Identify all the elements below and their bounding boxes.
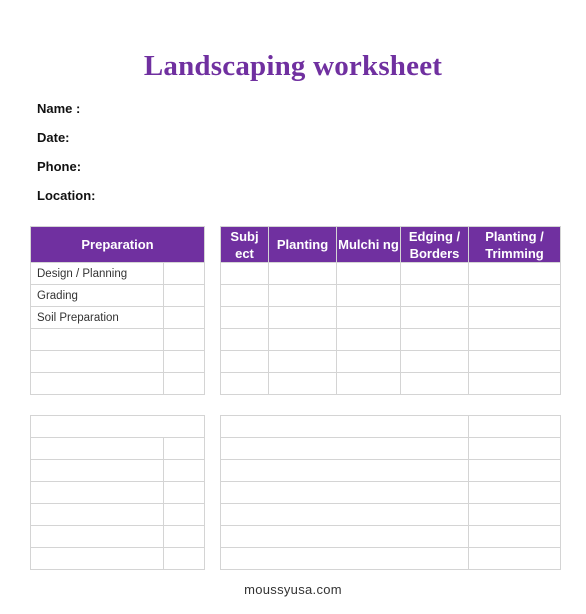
preparation-table [30, 226, 205, 395]
prep-row-label: Grading [31, 285, 164, 307]
table-cell[interactable] [164, 504, 205, 526]
prep-row-value[interactable] [164, 263, 205, 285]
notes-table-left [30, 415, 205, 570]
table-cell[interactable] [469, 460, 561, 482]
table-cell[interactable] [221, 460, 469, 482]
page-title: Landscaping worksheet [143, 50, 443, 82]
table-cell[interactable] [221, 504, 469, 526]
subject-header: Subj ect [221, 227, 269, 263]
table-cell[interactable] [31, 416, 205, 438]
table-row [221, 285, 561, 307]
table-cell[interactable] [337, 373, 401, 395]
table-row [221, 373, 561, 395]
prep-row-label [31, 329, 164, 351]
table-cell[interactable] [221, 548, 469, 570]
table-cell[interactable] [401, 373, 469, 395]
table-cell[interactable] [221, 307, 269, 329]
table-cell[interactable] [269, 263, 337, 285]
prep-row-value[interactable] [164, 351, 205, 373]
table-cell[interactable] [31, 482, 164, 504]
prep-row-label [31, 351, 164, 373]
date-label: Date: [37, 130, 70, 145]
table-cell[interactable] [269, 307, 337, 329]
table-cell[interactable] [401, 329, 469, 351]
table-cell[interactable] [337, 329, 401, 351]
table-cell[interactable] [469, 263, 561, 285]
prep-row-label [31, 373, 164, 395]
table-cell[interactable] [337, 263, 401, 285]
table-cell[interactable] [31, 460, 164, 482]
table-cell[interactable] [164, 438, 205, 460]
table-cell[interactable] [31, 438, 164, 460]
table-cell[interactable] [221, 482, 469, 504]
table-cell[interactable] [164, 460, 205, 482]
table-row [221, 460, 561, 482]
table-cell[interactable] [401, 285, 469, 307]
table-cell[interactable] [221, 416, 469, 438]
table-row [31, 548, 205, 570]
table-row [221, 526, 561, 548]
table-cell[interactable] [401, 307, 469, 329]
planting-trimming-header: Planting / Trimming [469, 227, 561, 263]
table-cell[interactable] [221, 373, 269, 395]
table-row [221, 351, 561, 373]
planting-header: Planting [269, 227, 337, 263]
table-cell[interactable] [469, 351, 561, 373]
table-cell[interactable] [164, 526, 205, 548]
table-row [31, 438, 205, 460]
table-cell[interactable] [269, 373, 337, 395]
table-cell[interactable] [31, 504, 164, 526]
phone-label: Phone: [37, 159, 82, 174]
table-cell[interactable] [401, 263, 469, 285]
table-cell[interactable] [469, 504, 561, 526]
table-cell[interactable] [221, 351, 269, 373]
table-row [31, 329, 205, 351]
table-cell[interactable] [269, 285, 337, 307]
table-row [221, 329, 561, 351]
prep-row-label: Soil Preparation [31, 307, 164, 329]
table-cell[interactable] [221, 329, 269, 351]
table-cell[interactable] [31, 548, 164, 570]
table-cell[interactable] [221, 263, 269, 285]
table-cell[interactable] [164, 548, 205, 570]
table-cell[interactable] [469, 482, 561, 504]
table-row [31, 263, 205, 285]
prep-row-value[interactable] [164, 373, 205, 395]
table-cell[interactable] [469, 526, 561, 548]
table-cell[interactable] [469, 438, 561, 460]
table-cell[interactable] [337, 307, 401, 329]
subject-table [220, 226, 561, 395]
prep-row-value[interactable] [164, 285, 205, 307]
table-cell[interactable] [401, 351, 469, 373]
table-row [221, 263, 561, 285]
table-row [221, 504, 561, 526]
table-cell[interactable] [221, 285, 269, 307]
table-cell[interactable] [469, 373, 561, 395]
prep-row-value[interactable] [164, 307, 205, 329]
prep-row-label: Design / Planning [31, 263, 164, 285]
prep-row-value[interactable] [164, 329, 205, 351]
table-cell[interactable] [337, 285, 401, 307]
preparation-header: Preparation [31, 227, 205, 263]
mulching-header: Mulchi ng [337, 227, 401, 263]
table-row [31, 460, 205, 482]
table-cell[interactable] [269, 329, 337, 351]
table-row [31, 307, 205, 329]
table-row [221, 482, 561, 504]
table-row [221, 548, 561, 570]
table-cell[interactable] [337, 351, 401, 373]
table-row [221, 307, 561, 329]
table-cell[interactable] [469, 285, 561, 307]
table-cell[interactable] [469, 329, 561, 351]
name-label: Name : [37, 101, 81, 116]
table-cell[interactable] [469, 548, 561, 570]
table-row [31, 373, 205, 395]
table-row [221, 438, 561, 460]
table-cell[interactable] [31, 526, 164, 548]
table-row [31, 351, 205, 373]
table-cell[interactable] [164, 482, 205, 504]
edging-borders-header: Edging / Borders [401, 227, 469, 263]
table-cell[interactable] [221, 526, 469, 548]
table-row [31, 504, 205, 526]
table-row [31, 526, 205, 548]
table-row [31, 416, 205, 438]
location-label: Location: [37, 188, 96, 203]
table-row [221, 416, 561, 438]
table-cell[interactable] [469, 416, 561, 438]
table-row [31, 285, 205, 307]
footer-watermark: moussyusa.com [244, 582, 342, 597]
table-row [31, 482, 205, 504]
table-cell[interactable] [221, 438, 469, 460]
notes-table-right [220, 415, 561, 570]
table-cell[interactable] [469, 307, 561, 329]
table-cell[interactable] [269, 351, 337, 373]
